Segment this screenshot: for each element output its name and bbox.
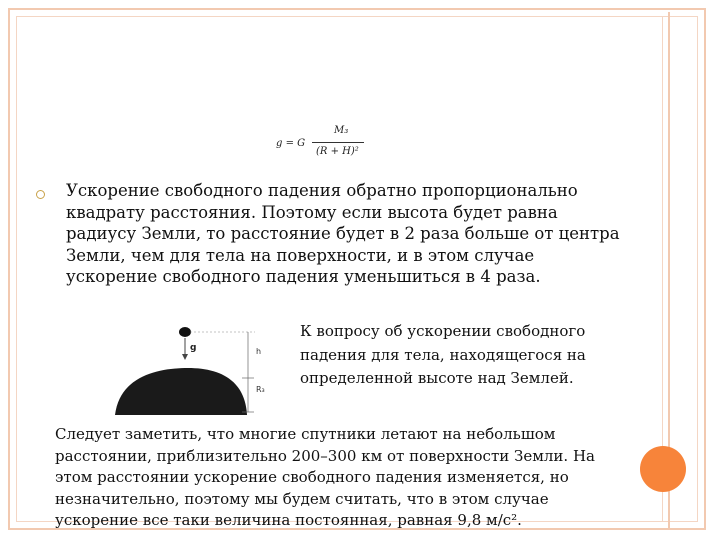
bullet-icon bbox=[36, 190, 45, 199]
formula-lhs: g = G bbox=[276, 138, 306, 149]
earth-height-diagram bbox=[110, 320, 290, 420]
formula-denominator: (R + H)² bbox=[316, 146, 359, 157]
formula-numerator: M₃ bbox=[334, 125, 349, 136]
g-label: g bbox=[190, 343, 197, 353]
h-label: h bbox=[256, 347, 262, 356]
gravity-formula bbox=[274, 122, 384, 166]
r-label: R₃ bbox=[256, 385, 265, 394]
diagram-caption: К вопросу об ускорении свободного падения для тела, находящегося на определенной высоте над Землей. bbox=[300, 322, 586, 387]
falling-body-dot bbox=[179, 327, 191, 337]
formula-fraction-bar bbox=[312, 142, 364, 143]
main-paragraph: Ускорение свободного падения обратно пропорционально квадрату расстояния. Поэтому если высота будет равна радиусу Земли, то расстояние будет в 2 раза больше от центра Земли, чем для тела на поверхности, и в этом случае ускорение свободного падения уменьшиться в 4 раза. bbox=[66, 181, 620, 286]
earth-shape bbox=[115, 368, 247, 415]
decorative-orange-circle bbox=[640, 446, 686, 492]
bottom-paragraph: Следует заметить, что многие спутники летают на небольшом расстоянии, приблизительно 200–300 км от поверхности Земли. На этом расстоянии ускорение свободного падения изменяется, но незначительно, поэтому мы будем считать, что в этом случае ускорение все таки величина постоянная, равная 9,8 м/с². bbox=[55, 425, 595, 529]
